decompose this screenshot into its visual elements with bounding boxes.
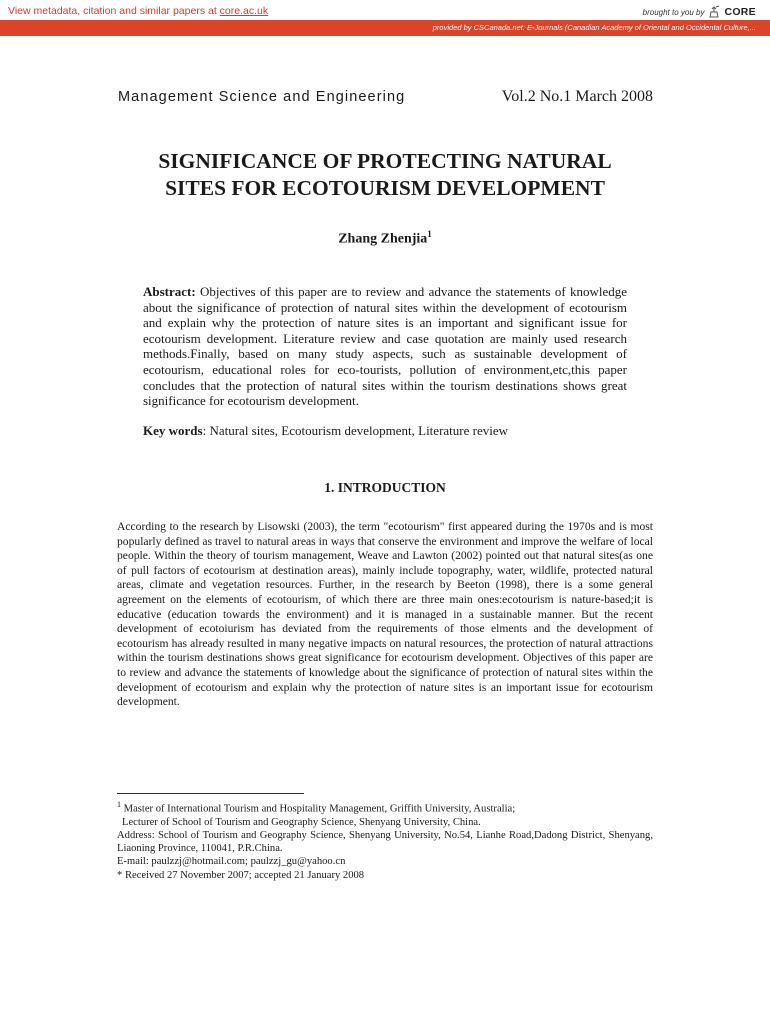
footnote: [117, 798, 653, 882]
footnote-affiliation: Master of International Tourism and Hospitality Management, Griffith University, Australia;: [121, 803, 516, 815]
core-metadata-link[interactable]: [8, 5, 268, 17]
footnote-address: Address: School of Tourism and Geography Science, Shenyang University, No.54, Lianhe Road,Dadong District, Shenyang, Liaoning Province, 110041, P.R.China.: [117, 829, 653, 855]
core-logo-text: CORE: [724, 6, 756, 18]
footnote-received: * Received 27 November 2007; accepted 21 January 2008: [117, 869, 365, 881]
footnote-rule: [117, 793, 304, 794]
abstract-label: Abstract:: [143, 284, 196, 299]
provider-bar: [0, 20, 770, 36]
paper-title: [60, 148, 710, 202]
footnote-mark: 1: [117, 800, 121, 809]
keywords-text: : Natural sites, Ecotourism development, Literature review: [202, 423, 508, 438]
author-footnote-mark: 1: [427, 229, 432, 239]
footnote-line-1: [117, 798, 653, 816]
title-line-1: SIGNIFICANCE OF PROTECTING NATURAL: [158, 149, 612, 173]
footnote-email: E-mail: paulzzj@hotmail.com; paulzzj_gu@yahoo.cn: [117, 856, 346, 868]
provider-text[interactable]: provided by CSCanada.net: E-Journals (Canadian Academy of Oriental and Occidental Culture,...: [432, 23, 756, 32]
title-line-2: SITES FOR ECOTOURISM DEVELOPMENT: [165, 176, 605, 200]
introduction-paragraph: According to the research by Lisowski (2003), the term "ecotourism" first appeared during the 1970s and is most popularly defined as travel to natural areas in ways that conserve the environment and improve the welfare of local people. Within the theory of tourism management, Weave and Lawton (2002) pointed out that natural sites(as one of pull factors of ecotourism at destination areas), mainly include topography, water, wildlife, protected natural areas, climate and vegetation resources. Further, in the research by Beeton (1998), there is a some general agreement on the elements of ecotourism, of which there are three main ones:ecotourism is nature-based;it is educative (education towards the environment) and it is managed in a sustainable manner. But the recent development of ecotoiurism has deviated from the requirements of those elments and the development of ecotourism has already resulted in many negative impacts on natural resources, the protection of natural attractions within the tourism destinations shows great significance for ecotourism development. Objectives of this paper are to review and advance the statements of knowledge about the significance of protection of natural sites within the development of ecotourism and explain why the protection of nature sites is an important issue for ecotourism development.: [117, 520, 653, 709]
abstract-text: Objectives of this paper are to review and advance the statements of knowledge about the significance of protection of natural sites within the development of ecotourism and explain why the protection of nature sites is an important and significant issue for ecotourism development. Literature review and case quotation are mainly used research methods.Finally, based on many study aspects, such as sustainable development of ecotourism, educational roles for eco-tourists, pollution of environment,etc,this paper concludes that the protection of natural sites within the tourism destinations shows great significance for ecotourism development.: [143, 284, 627, 409]
volume-issue: Vol.2 No.1 March 2008: [501, 88, 653, 105]
author-name: Zhang Zhenjia: [338, 231, 428, 247]
brought-to-you-text: brought to you by: [642, 7, 705, 17]
keywords: [143, 423, 627, 439]
keywords-label: Key words: [143, 423, 203, 438]
core-metadata-text: View metadata, citation and similar papers at: [8, 5, 220, 17]
author: [0, 229, 770, 248]
footnote-line-2: Lecturer of School of Tourism and Geography Science, Shenyang University, China.: [122, 816, 481, 828]
core-logo-icon: [707, 5, 721, 19]
core-banner: [0, 0, 770, 20]
journal-name: Management Science and Engineering: [118, 89, 406, 105]
section-heading-introduction: 1. INTRODUCTION: [324, 480, 446, 495]
core-brand[interactable]: [643, 5, 756, 19]
abstract: [143, 284, 627, 409]
core-ac-uk-link[interactable]: core.ac.uk: [219, 5, 269, 17]
